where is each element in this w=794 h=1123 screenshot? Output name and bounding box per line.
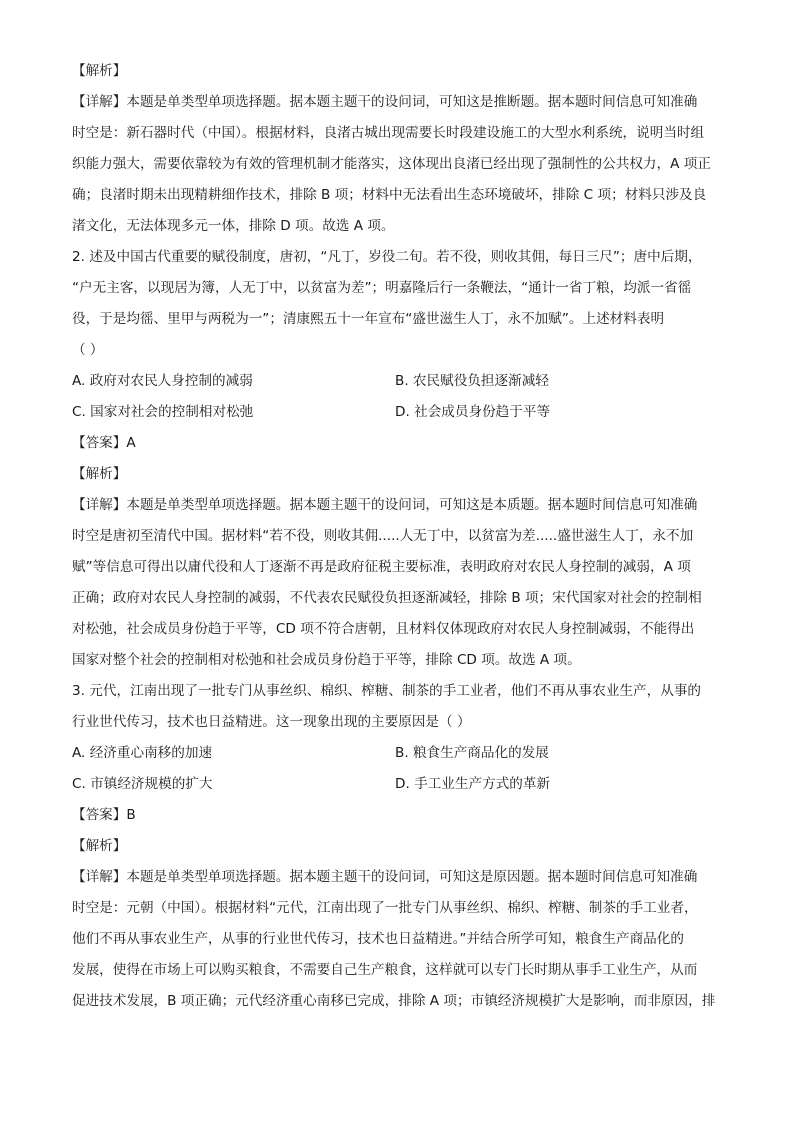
text-line: 【详解】本题是单类型单项选择题。据本题主题干的设问词，可知这是推断题。据本题时间信息可知准确 (72, 94, 698, 110)
options-row-cd (72, 402, 727, 422)
text-line: 渚文化，无法体现多元一体，排除 D 项。故选 A 项。 (72, 218, 395, 234)
text-line: 他们不再从事农业生产，从事的行业世代传习，技术也日益精进。”并结合所学可知，粮食生产商品化的 (72, 931, 684, 947)
text-line: 【详解】本题是单类型单项选择题。据本题主题干的设问词，可知这是原因题。据本题时间信息可知准确 (72, 869, 698, 885)
option-b: B. 粮食生产商品化的发展 (395, 745, 549, 761)
question-3 (72, 681, 727, 732)
explanation-q1 (72, 92, 727, 236)
analysis-heading-3 (72, 836, 727, 856)
text-line: 【解析】 (72, 466, 127, 482)
text-line: 役，于是均徭、里甲与两税为一”；清康熙五十一年宣布“盛世滋生人丁，永不加赋”。上述材料表明 (72, 311, 665, 327)
text-line: 国家对整个社会的控制相对松弛和社会成员身份趋于平等，排除 CD 项。故选 A 项。 (72, 652, 581, 668)
text-line: 【答案】A (72, 435, 136, 451)
options-row-cd (72, 774, 727, 794)
question-2 (72, 247, 727, 360)
option-d: D. 社会成员身份趋于平等 (395, 404, 551, 420)
text-line: 【答案】B (72, 807, 136, 823)
text-line: 发展，使得在市场上可以购买粮食，不需要自己生产粮食，这样就可以专门长时期从事手工业生产，从而 (72, 962, 698, 978)
text-line: 【解析】 (72, 63, 127, 79)
text-line: 2. 述及中国古代重要的赋役制度，唐初，“凡丁，岁役二旬。若不役，则收其佣，每日三尺”；唐中后期， (72, 249, 702, 265)
text-line: 织能力强大，需要依靠较为有效的管理机制才能落实，这体现出良渚已经出现了强制性的公共权力，A 项正 (72, 156, 711, 172)
option-c: C. 国家对社会的控制相对松弛 (72, 404, 254, 420)
text-line: 促进技术发展，B 项正确；元代经济重心南移已完成，排除 A 项；市镇经济规模扩大是影响，而非原因，排 (72, 993, 716, 1009)
option-b: B. 农民赋役负担逐渐减轻 (395, 373, 549, 389)
answer-q3 (72, 805, 727, 825)
text-line: 行业世代传习，技术也日益精进。这一现象出现的主要原因是（ ） (72, 714, 471, 730)
options-row-ab (72, 743, 727, 763)
text-line: 时空是：元朝（中国）。根据材料“元代，江南出现了一批专门从事丝织、棉织、榨糖、制茶的手工业者， (72, 900, 698, 916)
options-row-ab (72, 371, 727, 391)
text-line: “户无主客，以现居为簿，人无丁中，以贫富为差”；明嘉隆后行一条鞭法，“通计一省丁粮，均派一省徭 (72, 280, 692, 296)
analysis-heading-1 (72, 61, 727, 81)
answer-q2 (72, 433, 727, 453)
text-line: 确；良渚时期未出现精耕细作技术，排除 B 项；材料中无法看出生态环境破坏，排除 C 项；材料只涉及良 (72, 187, 707, 203)
option-a: A. 政府对农民人身控制的减弱 (72, 373, 253, 389)
text-line: （ ） (72, 342, 104, 358)
option-a: A. 经济重心南移的加速 (72, 745, 213, 761)
text-line: 时空是唐初至清代中国。据材料“若不役，则收其佣.....人无丁中，以贫富为差.....盛世滋生人丁，永不加 (72, 528, 694, 544)
text-line: 时空是：新石器时代（中国）。根据材料，良渚古城出现需要长时段建设施工的大型水利系统，说明当时组 (72, 125, 705, 141)
explanation-q3 (72, 867, 727, 1011)
document-page (72, 61, 727, 1022)
analysis-heading-2 (72, 464, 727, 484)
option-c: C. 市镇经济规模的扩大 (72, 776, 213, 792)
option-d: D. 手工业生产方式的革新 (395, 776, 551, 792)
text-line: 3. 元代，江南出现了一批专门从事丝织、棉织、榨糖、制茶的手工业者，他们不再从事农业生产，从事的 (72, 683, 702, 699)
text-line: 【解析】 (72, 838, 127, 854)
text-line: 正确；政府对农民人身控制的减弱，不代表农民赋役负担逐渐减轻，排除 B 项；宋代国家对社会的控制相 (72, 590, 702, 606)
text-line: 对松弛，社会成员身份趋于平等，CD 项不符合唐朝，且材料仅体现政府对农民人身控制减弱，不能得出 (72, 621, 695, 637)
explanation-q2 (72, 495, 727, 670)
text-line: 【详解】本题是单类型单项选择题。据本题主题干的设问词，可知这是本质题。据本题时间信息可知准确 (72, 497, 698, 513)
text-line: 赋”等信息可得出以庸代役和人丁逐渐不再是政府征税主要标准，表明政府对农民人身控制的减弱，A 项 (72, 559, 691, 575)
